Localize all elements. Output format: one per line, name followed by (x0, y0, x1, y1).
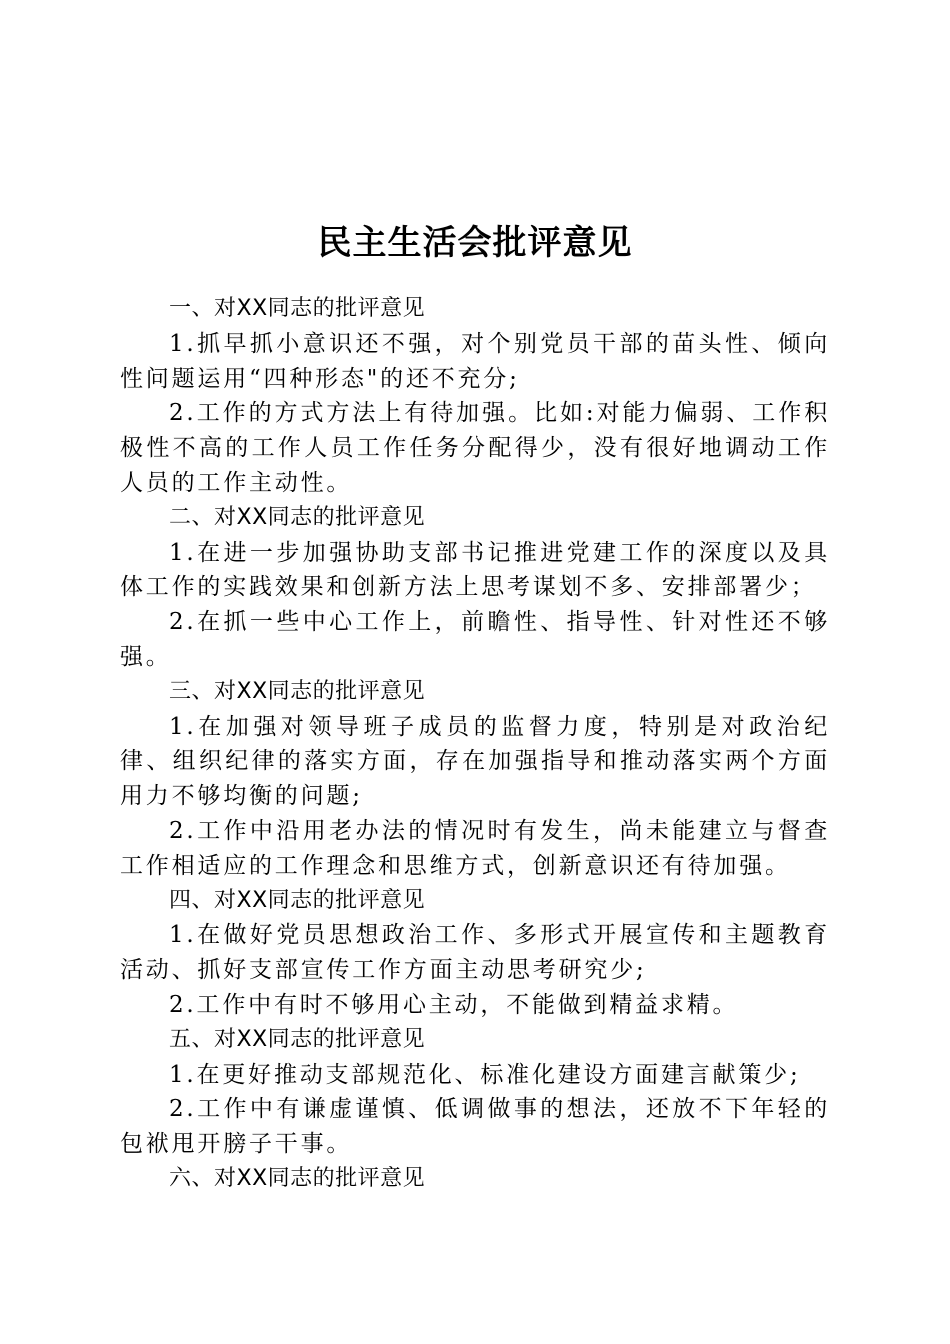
section-3-item-1: 1.在加强对领导班子成员的监督力度，特别是对政治纪律、组织纪律的落实方面，存在加强指导和推动落实两个方面用力不够均衡的问题; (120, 713, 830, 810)
section-1-item-1: 1.抓早抓小意识还不强，对个别党员干部的苗头性、倾向性问题运用“四种形态"的还不充分; (120, 330, 830, 392)
section-heading-5: 五、对XX同志的批评意见 (169, 1026, 426, 1052)
section-heading-3: 三、对XX同志的批评意见 (169, 678, 426, 704)
document-body (120, 292, 830, 1197)
section-2-item-2: 2.在抓一些中心工作上，前瞻性、指导性、针对性还不够强。 (120, 609, 830, 670)
section-4-item-2: 2.工作中有时不够用心主动，不能做到精益求精。 (169, 991, 739, 1018)
section-heading-1: 一、对XX同志的批评意见 (169, 296, 426, 321)
section-4-item-1: 1.在做好党员思想政治工作、多形式开展宣传和主题教育活动、抓好支部宣传工作方面主动思考研究少; (120, 922, 830, 984)
document-title: 民主生活会批评意见 (317, 222, 633, 263)
section-5-item-2: 2.工作中有谦虚谨慎、低调做事的想法，还放不下年轻的包袱甩开膀子干事。 (120, 1096, 830, 1158)
section-3-item-2: 2.工作中沿用老办法的情况时有发生，尚未能建立与督查工作相适应的工作理念和思维方式，创新意识还有待加强。 (120, 817, 830, 879)
section-5-item-1: 1.在更好推动支部规范化、标准化建设方面建言献策少; (169, 1061, 801, 1088)
section-heading-4: 四、对XX同志的批评意见 (169, 887, 426, 913)
section-heading-6: 六、对XX同志的批评意见 (169, 1165, 426, 1191)
section-heading-2: 二、对XX同志的批评意见 (169, 504, 426, 530)
section-1-item-2: 2.工作的方式方法上有待加强。比如:对能力偏弱、工作积极性不高的工作人员工作任务分配得少，没有很好地调动工作人员的工作主动性。 (120, 400, 830, 496)
section-2-item-1: 1.在进一步加强协助支部书记推进党建工作的深度以及具体工作的实践效果和创新方法上思考谋划不多、安排部署少； (120, 539, 830, 601)
